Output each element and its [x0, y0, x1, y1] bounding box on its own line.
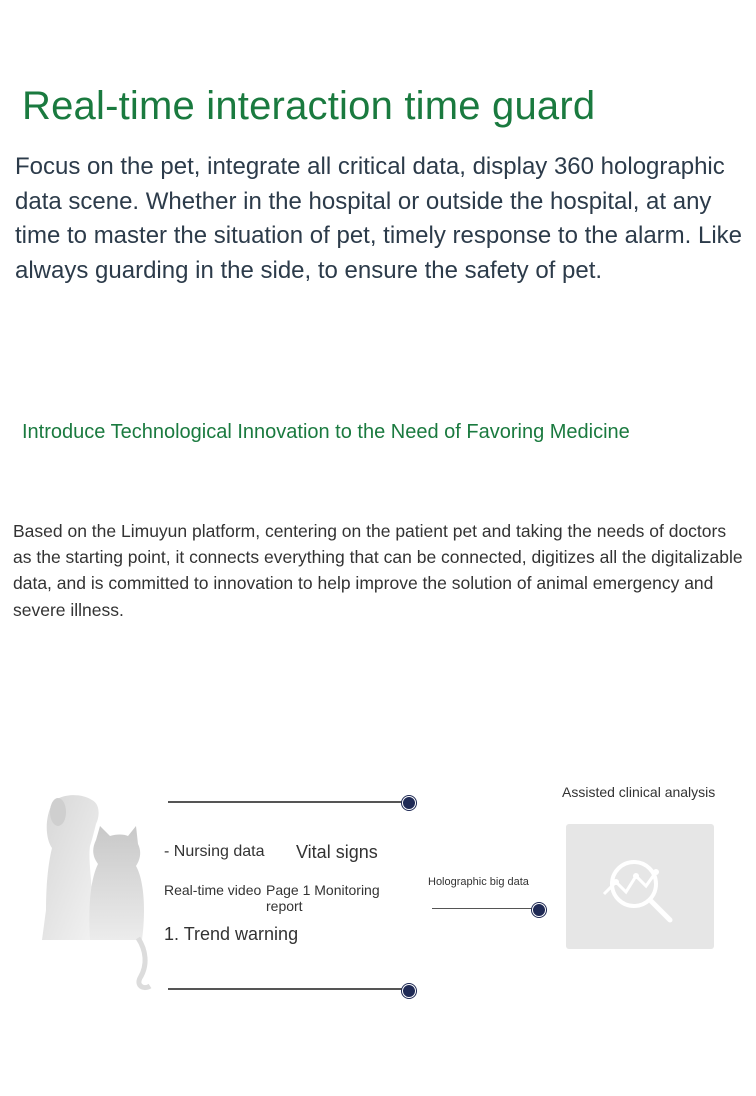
label-realtime-video: Real-time video [164, 882, 262, 898]
connector-line-bottom [168, 988, 408, 990]
page-title: Real-time interaction time guard [22, 84, 596, 128]
magnifier-chart-icon [600, 854, 680, 929]
connector-line-middle [432, 908, 536, 909]
connector-dot-top [402, 796, 416, 810]
label-assisted-analysis: Assisted clinical analysis [562, 784, 716, 800]
label-nursing-data: - Nursing data [164, 843, 265, 860]
label-holographic: Holographic big data [428, 876, 529, 888]
label-report: report [266, 898, 303, 914]
connector-line-top [168, 801, 408, 803]
dog-cat-silhouette-icon [40, 790, 165, 995]
label-page-monitoring: Page 1 Monitoring [266, 882, 380, 898]
intro-paragraph: Focus on the pet, integrate all critical data, display 360 holographic data scene. Whether in the hospital or outside the hospital, at any time to master the situation of pet, timely response to the alarm. Like always guarding in the side, to ensure the safety of pet. [15, 153, 743, 284]
analysis-panel [566, 824, 714, 949]
section-subtitle: Introduce Technological Innovation to the Need of Favoring Medicine [22, 421, 630, 443]
connector-dot-middle [532, 903, 546, 917]
label-trend-warning: 1. Trend warning [164, 924, 299, 944]
section-body: Based on the Limuyun platform, centering on the patient pet and taking the needs of doctors as the starting point, it connects everything that can be connected, digitizes all the digitalizable data, and is committed to innovation to help improve the solution of animal emergency and severe illness. [13, 521, 743, 620]
label-vital-signs: Vital signs [296, 842, 378, 862]
connector-dot-bottom [402, 984, 416, 998]
